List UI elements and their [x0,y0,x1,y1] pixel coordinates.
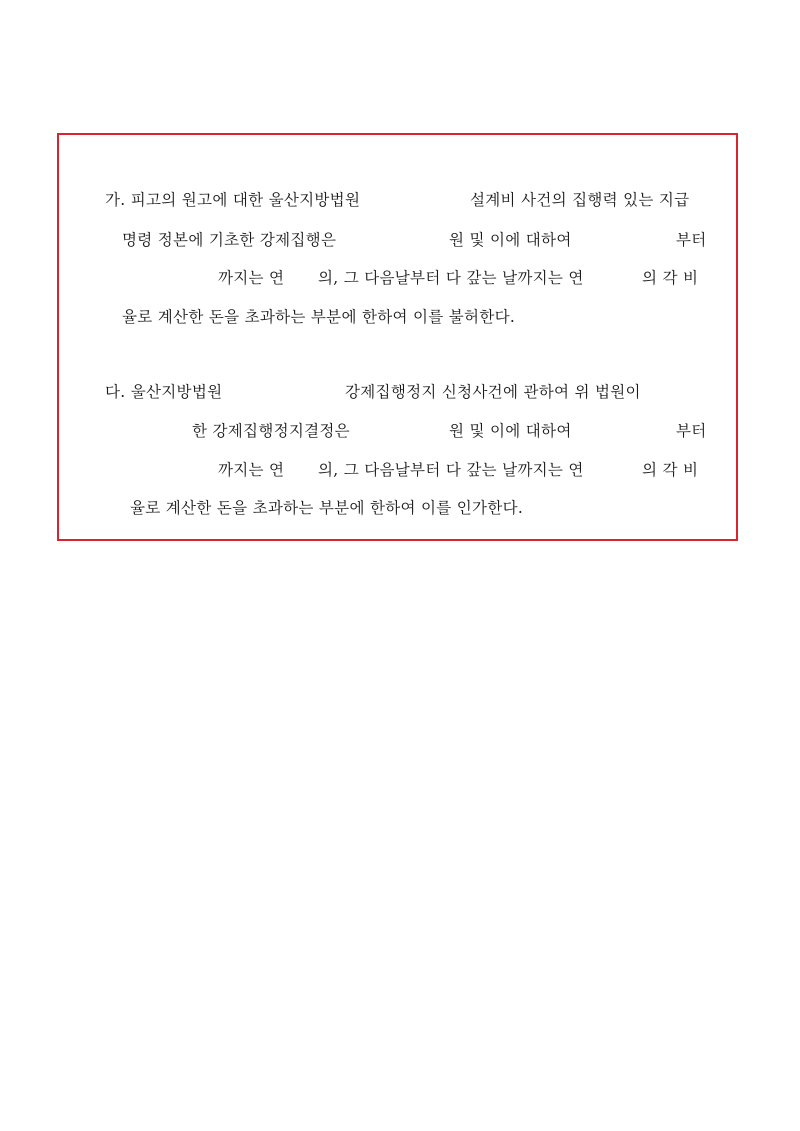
section-da-line-2 [0,421,800,441]
section-da-line-1 [0,382,800,402]
section-da-line-3-text-c: 의 각 비 [642,461,699,479]
section-ga-line-1-text-b: 설계비 사건의 집행력 있는 지급 [470,191,690,209]
section-da-line-1-text-b: 강제집행정지 신청사건에 관하여 위 법원이 [345,383,641,401]
section-ga-line-4-text-a: 율로 계산한 돈을 초과하는 부분에 한하여 이를 불허한다. [122,308,516,326]
section-ga-line-3-text-c: 의 각 비 [642,269,699,287]
section-ga-line-2-text-c: 부터 [676,231,707,249]
section-ga-line-2-text-a: 명령 정본에 기초한 강제집행은 [122,231,337,249]
section-ga-line-1-text-a: 가. 피고의 원고에 대한 울산지방법원 [105,191,361,209]
section-da-line-3-text-b: 의, 그 다음날부터 다 갚는 날까지는 연 [318,461,584,479]
section-da-line-4-text-a: 율로 계산한 돈을 초과하는 부분에 한하여 이를 인가한다. [130,499,524,517]
section-da-line-4 [0,498,800,518]
section-ga-line-3-text-a: 까지는 연 [218,269,285,287]
section-da-line-2-text-b: 원 및 이에 대하여 [449,422,572,440]
section-da-line-2-text-a: 한 강제집행정지결정은 [192,422,350,440]
section-da-line-2-text-c: 부터 [676,422,707,440]
section-ga-line-3 [0,268,800,288]
section-ga-line-1 [0,190,800,210]
section-da-line-3 [0,460,800,480]
section-ga-line-2 [0,230,800,250]
section-da-line-1-text-a: 다. 울산지방법원 [105,383,223,401]
section-ga-line-4 [0,307,800,327]
section-ga-line-2-text-b: 원 및 이에 대하여 [449,231,572,249]
section-da-line-3-text-a: 까지는 연 [218,461,285,479]
section-ga-line-3-text-b: 의, 그 다음날부터 다 갚는 날까지는 연 [318,269,584,287]
